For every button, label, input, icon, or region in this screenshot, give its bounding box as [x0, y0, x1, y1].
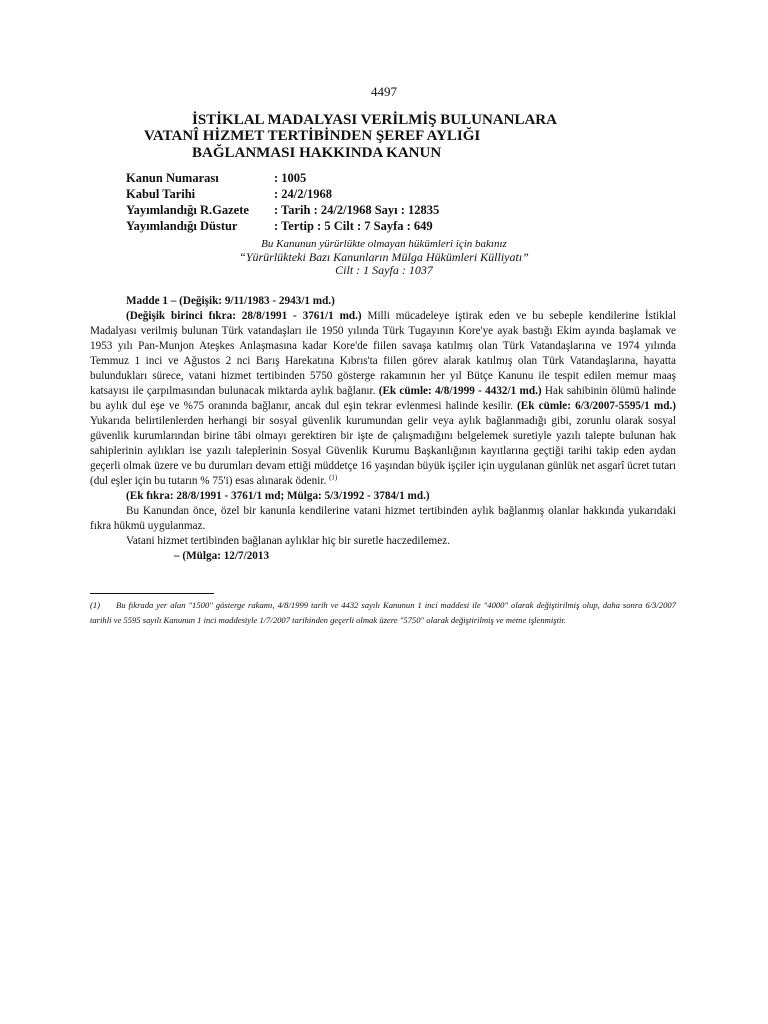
law-title-line-2: VATANÎ HİZMET TERTİBİNDEN ŞEREF AYLIĞI — [144, 128, 481, 144]
law-title-line-3: BAĞLANMASI HAKKINDA KANUN — [192, 145, 442, 161]
reference-line-2: “Yürürlükteki Bazı Kanunların Mülga Hükümleri Külliyatı” — [239, 250, 529, 264]
footnote-reference[interactable]: (1) — [329, 473, 338, 482]
meta-value: : Tarih : 24/2/1968 Sayı : 12835 — [274, 203, 440, 217]
footnote-text: Bu fıkrada yer alan "1500" gösterge rakamı, 4/8/1999 tarih ve 4432 sayılı Kanunun 1 inci maddesi ile "4000" olarak değiştirilmiş olup, daha sonra 6/3/2007 tarihli ve 5595 sayılı Kanunun 1 inci maddesiyle 1/7/2007 tarihinden geçerli olmak üzere "5750" olarak değiştirilmiş ve metne işlenmiştir. — [90, 600, 676, 625]
meta-value: : Tertip : 5 Cilt : 7 Sayfa : 649 — [274, 219, 433, 233]
law-body — [90, 294, 676, 564]
page-number: 4497 — [371, 84, 397, 99]
repealed-note: – (Mülga: 12/7/2013 — [174, 550, 270, 562]
reference-note — [0, 238, 768, 277]
meta-label: Yayımlandığı R.Gazete — [126, 203, 249, 217]
amendment-note: (Değişik birinci fıkra: 28/8/1991 - 3761/1 md.) — [126, 310, 362, 322]
law-title-line-1: İSTİKLAL MADALYASI VERİLMİŞ BULUNANLARA — [192, 112, 557, 128]
law-metadata — [126, 170, 439, 234]
meta-row-law-number — [126, 170, 439, 186]
meta-value: : 24/2/1968 — [274, 187, 332, 201]
paragraph-text: Milli mücadeleye iştirak eden ve bu sebeple kendilerine İstiklal Madalyası verilmiş bulunan Türk vatandaşları ile 1950 yılında Türk Tugayının Kore'ye ayak bastığı Ekim ayında başlamak ve 1953 yılı Pan-Munjon Ateşkes Anlaşmasına kadar Kore'de fiilen savaşa katılmış olan Türk Vatandaşlarına ve 1974 yılında Temmuz 1 inci ve Ağustos 2 nci Barış Harekatına Kıbrıs'ta fiilen görev alarak katılmış olan Türk Vatandaşlarına, hayatta bulundukları sürece, vatani hizmet tertibinden 5750 gösterge rakamının her yıl Bütçe Kanunu ile tespit edilen memur maaş katsayısı ile çarpılmasından bulunacak miktarda aylık bağlanır. — [90, 310, 676, 397]
meta-row-dustur — [126, 218, 439, 234]
meta-row-acceptance-date — [126, 186, 439, 202]
article-paragraph-3: Bu Kanundan önce, özel bir kanunla kendilerine vatani hizmet tertibinden aylık bağlanmış olanlar hakkında yukarıdaki fıkra hükmü uygulanmaz. — [90, 505, 676, 532]
meta-row-official-gazette — [126, 202, 439, 218]
amendment-note: (Ek cümle: 4/8/1999 - 4432/1 md.) — [375, 385, 542, 397]
reference-line-3: Cilt : 1 Sayfa : 1037 — [335, 263, 433, 277]
article-paragraph-4: Vatani hizmet tertibinden bağlanan aylıklar hiç bir suretle haczedilemez. — [126, 535, 450, 547]
reference-line-1: Bu Kanunun yürürlükte olmayan hükümleri için bakınız — [261, 238, 507, 250]
footnote-mark: (1) — [90, 600, 101, 610]
meta-label: Kanun Numarası — [126, 171, 219, 185]
paragraph-text: Yukarıda belirtilenlerden herhangi bir sosyal güvenlik kurumundan gelir veya aylık bağlanmadığı gibi, zorunlu olarak sosyal güvenlik kurumlarından birine tâbi olmayı gerektiren bir işte de çalışmadığını belgelemek suretiyle yazılı talepte bulunan hak sahiplerinin aylıkları ise yazılı taleplerinin Sosyal Güvenlik Kurumu Başkanlığının kayıtlarına geçtiği tarihi takip eden aydan geçerli olmak üzere ve bu durumları devam ettiği müddetçe 16 yaşından büyük işçiler için uygulanan günlük net asgarî ücret tutarı (dul eşler için bu tutarın % 75'i) esas alınarak ödenir. — [90, 415, 676, 487]
footnote — [90, 598, 676, 628]
meta-value: : 1005 — [274, 171, 307, 185]
article-paragraph-1 — [90, 309, 676, 489]
footnote-divider — [90, 593, 214, 594]
amendment-note: (Ek cümle: 6/3/2007-5595/1 md.) — [512, 400, 676, 412]
meta-label: Yayımlandığı Düstur — [126, 219, 238, 233]
article-paragraph-2: (Ek fıkra: 28/8/1991 - 3761/1 md; Mülga: 5/3/1992 - 3784/1 md.) — [126, 490, 430, 502]
paragraph-text: Hak sahibinin ölümü halinde bu aylık dul eşe ve %75 oranında bağlanır, ancak dul eşin tekrar evlenmesi halinde kesilir. — [90, 385, 676, 412]
meta-label: Kabul Tarihi — [126, 187, 196, 201]
article-heading: Madde 1 – (Değişik: 9/11/1983 - 2943/1 md.) — [126, 295, 335, 307]
